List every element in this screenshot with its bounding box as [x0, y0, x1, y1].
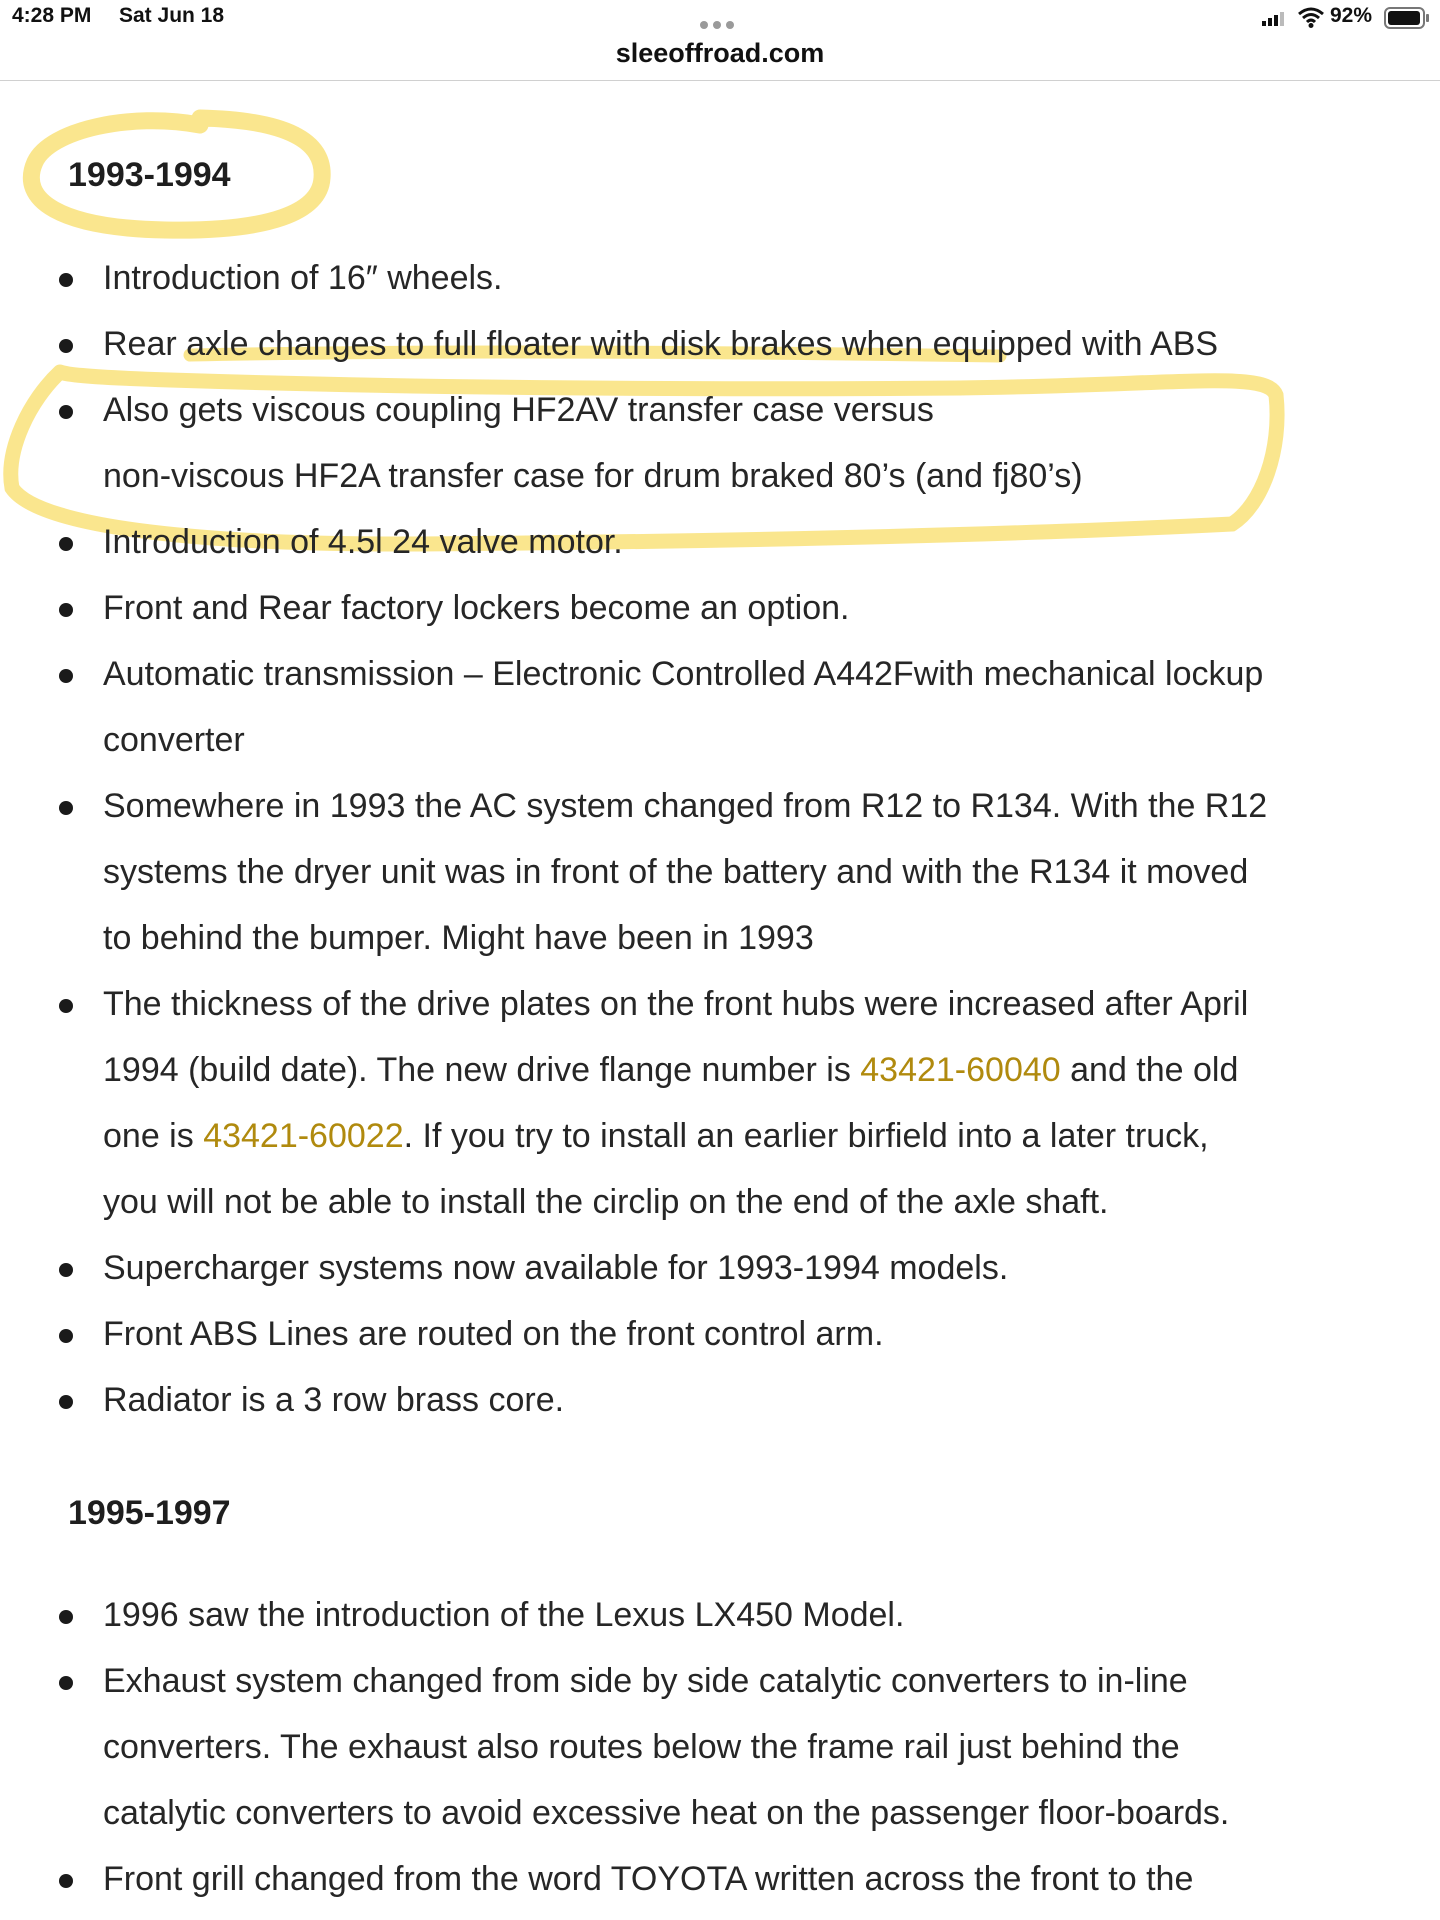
list-item-line: Front grill changed from the word TOYOTA written across the front to the — [103, 1860, 1194, 1898]
list-item — [0, 377, 1393, 509]
list-item-line: Exhaust system changed from side by side catalytic converters to in-line — [103, 1662, 1188, 1700]
bullet-icon — [59, 273, 73, 287]
status-date: Sat Jun 18 — [119, 4, 225, 27]
list-item-line: Supercharger systems now available for 1993-1994 models. — [103, 1249, 1009, 1287]
bullet-icon — [59, 801, 73, 815]
bullet-list — [0, 245, 1440, 1433]
list-item-line — [103, 1103, 1393, 1169]
list-item-line: Front and Rear factory lockers become an option. — [103, 589, 850, 627]
bullet-icon — [59, 537, 73, 551]
bullet-icon — [59, 669, 73, 683]
bullet-icon — [59, 1676, 73, 1690]
bullet-icon — [59, 999, 73, 1013]
cellular-signal-icon — [1262, 12, 1288, 26]
bullet-icon — [59, 1874, 73, 1888]
bullet-icon — [59, 1263, 73, 1277]
list-item-line: non-viscous HF2A transfer case for drum braked 80’s (and fj80’s) — [103, 457, 1083, 495]
text-segment: . If you try to install an earlier birfield into a later truck, — [403, 1117, 1209, 1155]
list-item — [0, 971, 1393, 1235]
list-item-line: converters. The exhaust also routes below the frame rail just behind the — [103, 1728, 1180, 1766]
bullet-icon — [59, 1329, 73, 1343]
battery-percentage: 92% — [1330, 4, 1373, 27]
header-divider — [0, 80, 1440, 81]
list-item-line: Introduction of 4.5l 24 valve motor. — [103, 523, 623, 561]
part-number-link-new[interactable]: 43421-60040 — [860, 1051, 1061, 1089]
list-item — [0, 1846, 1393, 1912]
list-item — [0, 1367, 1393, 1433]
list-item-line: Somewhere in 1993 the AC system changed from R12 to R134. With the R12 — [103, 787, 1268, 825]
part-number-link-old[interactable]: 43421-60022 — [203, 1117, 404, 1155]
more-dots-icon[interactable] — [700, 16, 740, 26]
list-item-line: Introduction of 16″ wheels. — [103, 259, 503, 297]
list-item — [0, 1301, 1393, 1367]
text-segment: and the old — [1060, 1051, 1239, 1089]
list-item-line: to behind the bumper. Might have been in 1993 — [103, 919, 814, 957]
wifi-icon — [1298, 6, 1324, 28]
status-bar — [0, 0, 1440, 34]
bullet-list — [0, 1582, 1440, 1912]
text-segment: 1994 (build date). The new drive flange number is — [103, 1051, 861, 1089]
list-item — [0, 1582, 1393, 1648]
url-label[interactable]: sleeoffroad.com — [615, 38, 825, 68]
list-item-line: Also gets viscous coupling HF2AV transfer case versus — [103, 391, 934, 429]
list-item — [0, 245, 1393, 311]
list-item — [0, 1235, 1393, 1301]
list-item — [0, 641, 1393, 773]
list-item — [0, 1648, 1393, 1846]
list-item-line: The thickness of the drive plates on the front hubs were increased after April — [103, 985, 1249, 1023]
bullet-icon — [59, 1395, 73, 1409]
list-item — [0, 773, 1393, 971]
list-item-line: catalytic converters to avoid excessive heat on the passenger floor-boards. — [103, 1794, 1230, 1832]
list-item-line: you will not be able to install the circlip on the end of the axle shaft. — [103, 1183, 1109, 1221]
list-item-line: 1996 saw the introduction of the Lexus LX450 Model. — [103, 1596, 905, 1634]
list-item-line: converter — [103, 721, 245, 759]
list-item-line — [103, 1037, 1393, 1103]
status-time: 4:28 PM — [12, 4, 92, 27]
bullet-icon — [59, 339, 73, 353]
list-item — [0, 575, 1393, 641]
battery-icon — [1384, 7, 1430, 29]
list-item — [0, 311, 1393, 377]
list-item-line: systems the dryer unit was in front of the battery and with the R134 it moved — [103, 853, 1249, 891]
list-item-line: Automatic transmission – Electronic Controlled A442Fwith mechanical lockup — [103, 655, 1264, 693]
list-item-line: Front ABS Lines are routed on the front control arm. — [103, 1315, 884, 1353]
section-heading: 1995-1997 — [68, 1494, 231, 1532]
list-item-line: Rear axle changes to full floater with disk brakes when equipped with ABS — [103, 325, 1219, 363]
list-item — [0, 509, 1393, 575]
list-item-line: Radiator is a 3 row brass core. — [103, 1381, 565, 1419]
bullet-icon — [59, 405, 73, 419]
bullet-icon — [59, 1610, 73, 1624]
text-segment: one is — [103, 1117, 204, 1155]
section-heading: 1993-1994 — [68, 156, 231, 194]
bullet-icon — [59, 603, 73, 617]
